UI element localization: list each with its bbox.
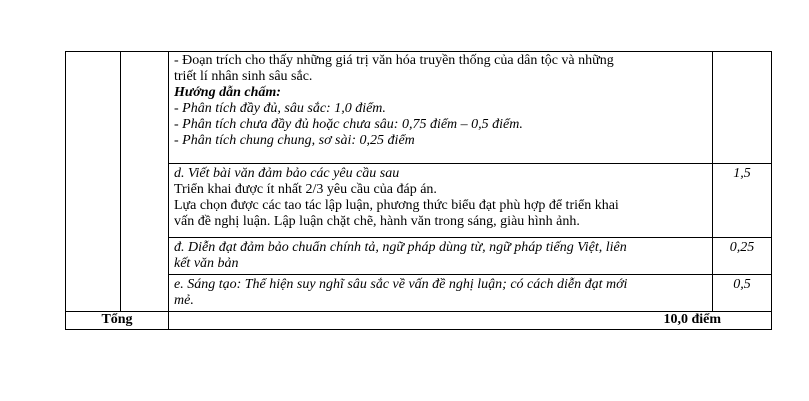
total-value: 10,0 điểm	[169, 312, 772, 330]
score-cell	[713, 52, 772, 164]
score-cell: 0,25	[713, 238, 772, 275]
content-cell	[169, 52, 713, 164]
table-row	[66, 275, 772, 312]
content-line: - Đoạn trích cho thấy những giá trị văn hóa truyền thống của dân tộc và những	[174, 53, 614, 68]
table-row	[66, 52, 772, 164]
content-line: Triển khai được ít nhất 2/3 yêu cầu của đáp án.	[174, 182, 437, 197]
table-row	[66, 238, 772, 275]
content-cell	[169, 238, 713, 275]
grading-guide-line: - Phân tích chung chung, sơ sài: 0,25 điểm	[174, 133, 415, 148]
grading-guide-line: - Phân tích chưa đầy đủ hoặc chưa sâu: 0,75 điểm – 0,5 điểm.	[174, 117, 523, 132]
total-label: Tổng	[66, 312, 169, 330]
content-line: triết lí nhân sinh sâu sắc.	[174, 69, 313, 84]
content-line: mẻ.	[174, 293, 194, 308]
grading-guide-line: - Phân tích đầy đủ, sâu sắc: 1,0 điểm.	[174, 101, 386, 116]
content-line: e. Sáng tạo: Thể hiện suy nghĩ sâu sắc về vấn đề nghị luận; có cách diễn đạt mới	[174, 277, 628, 292]
rubric-table	[65, 51, 772, 330]
score-cell: 0,5	[713, 275, 772, 312]
content-line: kết văn bản	[174, 256, 239, 271]
grading-guide-title: Hướng dẫn chấm:	[174, 85, 281, 100]
subsection-cell	[121, 52, 169, 312]
content-cell	[169, 275, 713, 312]
criterion-heading: d. Viết bài văn đảm bảo các yêu cầu sau	[174, 166, 400, 181]
section-cell	[66, 52, 121, 312]
content-line: đ. Diễn đạt đảm bảo chuẩn chính tả, ngữ pháp dùng từ, ngữ pháp tiếng Việt, liên	[174, 240, 627, 255]
total-row	[66, 312, 772, 330]
content-line: Lựa chọn được các tao tác lập luận, phương thức biểu đạt phù hợp để triển khai	[174, 198, 619, 213]
content-cell	[169, 164, 713, 238]
content-line: vấn đề nghị luận. Lập luận chặt chẽ, hành văn trong sáng, giàu hình ảnh.	[174, 214, 580, 229]
score-cell: 1,5	[713, 164, 772, 238]
table-row	[66, 164, 772, 238]
